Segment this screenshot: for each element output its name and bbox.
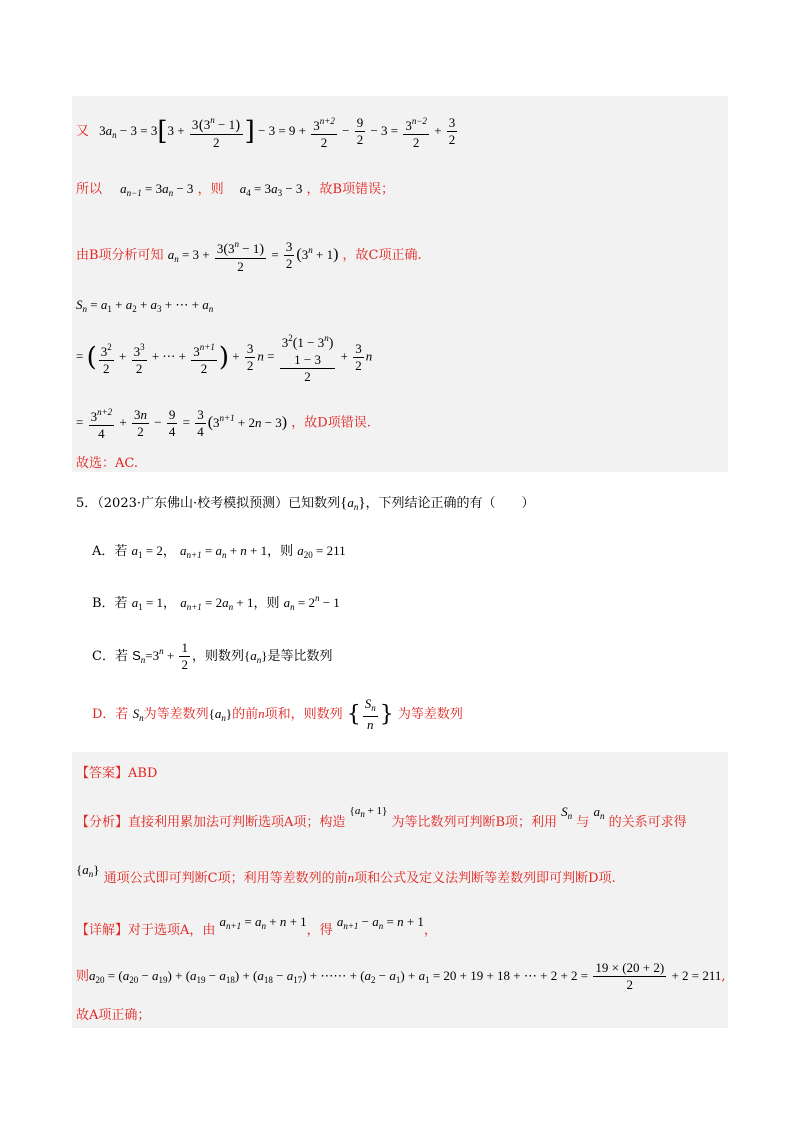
text-c-right: ，故C项正确. — [342, 248, 422, 263]
q5-stem-post: ，下列结论正确的有（ ） — [365, 496, 535, 511]
q5-option-c-mid: ，则数列 — [191, 649, 244, 664]
line-suoyi: 所以 $a_{n-1} = 3a_n - 3$ ，则 $a_4 = 3a_3 - 3$ ，故B项错误； — [76, 181, 395, 198]
text-you: 又 — [76, 124, 90, 140]
detail-tag: 【详解】 — [76, 923, 129, 938]
analysis-text1: 直接利用累加法可判断选项A项；构造 — [128, 815, 346, 830]
q5-option-b-ze: ，则 — [253, 596, 280, 611]
line-sn-def: $S_n = a_1 + a_2 + a_3$ + ⋯ + $a_n$ — [76, 297, 214, 314]
q5-option-d: D．若 $S_n$为等差数列$\{a_n\}$的前n项和，则数列 { $\frac{S_n}{n}$ } 为等差数列 — [92, 696, 463, 732]
line-sn-sum: = ( $\frac{3^2}{2}$ + $\frac{3^3}{2}$ + ⋯ + $\frac{3^{n+1}}{2}$ ) + $\frac{3}{2}$ n = $3^2(1 - 3^n)$ 1 − 3 2 + $\frac{3}{2}$ n — [76, 333, 373, 384]
analysis-text3: 与 — [576, 815, 590, 830]
detail-text1: 对于选项A，由 — [128, 923, 216, 938]
line-from-b: 由B项分析可知 $a_n = 3$ + $\frac{3(3^n - 1)}{2}$ = $\frac{3}{2}$ $(3^n + 1)$ ，故C项正确. — [76, 236, 422, 275]
q5-stem: 5．（2023·广东佛山·校考模拟预测）已知数列$\{a_n\}$，下列结论正确的有（ ） — [76, 495, 535, 512]
line-sn-result: = $\frac{3^{n+2}}{4}$ + $\frac{3n}{2}$ − $\frac{9}{4}$ = $\frac{3}{4}$ $(3^{n+1} + 2n - 3)$ ，故D项错误. — [76, 404, 371, 442]
answer-value: ABD — [128, 766, 158, 781]
answer-tag: 【答案】 — [76, 766, 129, 781]
line-you: 又 $3a_n - 3 = 3[3$ + $\frac{3(3^n - 1)}{2}$ ] − 3 = 9 + $\frac{3^{n+2}}{2}$ − $\frac{9}{2}$ − 3 = $\frac{3^{n-2}}{2}$ + $\frac{3}{2}$ — [76, 112, 459, 151]
q5-stem-pre: 5．（2023·广东佛山·校考模拟预测）已知数列 — [76, 496, 341, 511]
analysis-text5-n: n — [347, 870, 355, 885]
text-guxuan: 故选：AC. — [76, 456, 139, 471]
detail-line-2: 则$a_{20} = (a_{20} - a_{19}) + (a_{19} - a_{18}) + (a_{18} - a_{17})$ + ⋯⋯ + $(a_2 - a_1) + a_1 = 20 + 19 + 18$ + ⋯ + 2 + 2 = $\frac{19 \times (20 + 2)}{2}$ + 2 = 211, — [76, 960, 726, 992]
q5-option-c-post: 是等比数列 — [267, 649, 333, 664]
q5-option-d-n: n — [258, 706, 265, 721]
detail-text2: ，得 — [306, 923, 333, 938]
text-from-b: 由B项分析可知 — [76, 248, 164, 263]
detail-text3: ， — [423, 923, 437, 938]
q5-option-d-label: D．若 — [92, 707, 129, 722]
analysis-text5: 通项公式即可判断C项；利用等差数列的前 — [103, 871, 348, 886]
answer-line — [76, 762, 157, 781]
detail-ze: 则 — [76, 969, 90, 984]
text-ze: ，则 — [197, 182, 224, 197]
q5-option-d-post: 为等差数列 — [397, 707, 463, 722]
q5-option-a-ze: ，则 — [267, 544, 294, 559]
q5-option-a: A．若 $a_1 = 2$， $a_{n+1} = a_n + n + 1$，则 $a_{20} = 211$ — [92, 543, 346, 560]
analysis-text2: 为等比数列可判断B项；利用 — [391, 815, 558, 830]
analysis-tag: 【分析】 — [76, 815, 129, 830]
q5-option-d-mid1: 为等差数列 — [143, 707, 209, 722]
text-d-wrong: ，故D项错误. — [291, 415, 371, 431]
analysis-text6: 项和公式及定义法判断等差数列即可判断D项. — [354, 871, 616, 886]
detail-a-right: 故A项正确； — [76, 1008, 151, 1023]
q5-option-b: B．若 $a_1 = 1$， $a_{n+1} = 2a_n + 1$，则 $a_n = 2^n - 1$ — [92, 593, 340, 612]
analysis-line-2: $\{a_n\}$ 通项公式即可判断C项；利用等差数列的前n项和公式及定义法判断等差数列即可判断D项. — [76, 862, 616, 886]
q5-option-d-mid2: 的前 — [232, 707, 259, 722]
q5-option-c: C．若 $S_n=3^n$ + $\frac{1}{2}$ ，则数列$\{a_n\}$是等比数列 — [92, 640, 333, 672]
text-suoyi: 所以 — [76, 182, 103, 197]
analysis-text4: 的关系可求得 — [608, 815, 687, 830]
detail-line-1: 【详解】对于选项A，由 $a_{n+1} = a_n + n + 1$，得 $a_{n+1} - a_n = n + 1$， — [76, 914, 437, 938]
q5-option-b-label: B．若 — [92, 596, 128, 611]
q5-option-c-label: C．若 — [92, 649, 128, 664]
q5-option-a-label: A．若 — [92, 544, 128, 559]
q5-option-d-mid3: 项和，则数列 — [264, 707, 343, 722]
text-b-wrong: ，故B项错误； — [306, 182, 395, 197]
analysis-line-1: 【分析】直接利用累加法可判断选项A项；构造 $^{\{a_n + 1\}}$ 为等比数列可判断B项；利用 $S_n$ 与 $a_n$ 的关系可求得 — [76, 804, 687, 830]
